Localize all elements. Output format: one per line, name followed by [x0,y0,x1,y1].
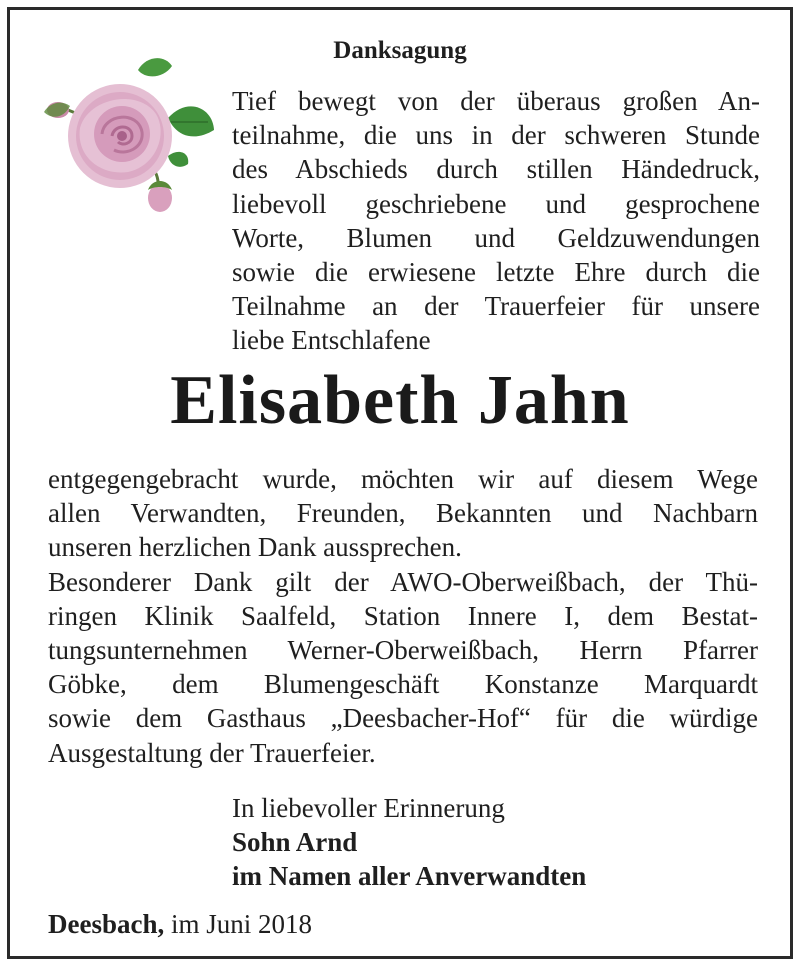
intro-line: sowie die erwiesene letzte Ehre durch die [232,257,760,288]
thanks-line: Göbke, dem Blumengeschäft Konstanze Marquardt [48,669,758,700]
thanks-line: tungsunternehmen Werner-Oberweißbach, Herrn Pfarrer [48,635,758,666]
thanks-line: sowie dem Gasthaus „Deesbacher-Hof“ für die würdige [48,703,758,734]
thanks-line: Besonderer Dank gilt der AWO-Oberweißbach, der Thü- [48,566,758,597]
place-date-line [48,907,312,941]
intro-line: Worte, Blumen und Geldzuwendungen [232,222,760,253]
place-name: Deesbach, [48,909,165,939]
thanks-line: ringen Klinik Saalfeld, Station Innere I, dem Bestat- [48,600,758,631]
notice-frame [7,7,793,959]
rose-icon [28,48,218,223]
deceased-name: Elisabeth Jahn [170,362,630,439]
signatory-son: Sohn Arnd [232,827,358,858]
thanks-line: allen Verwandten, Freunden, Bekannten und Nachbarn [48,498,758,529]
thanks-paragraph [48,462,758,770]
intro-line: teilnahme, die uns in der schweren Stunde [232,120,760,151]
intro-line: liebe Entschlafene [232,325,431,356]
signatory-relatives: im Namen aller Anverwandten [232,861,587,892]
closing-block [232,791,586,894]
thanks-line: entgegengebracht wurde, möchten wir auf diesem Wege [48,464,758,494]
memory-line: In liebevoller Erinnerung [232,793,505,823]
intro-line: Teilnahme an der Trauerfeier für unsere [232,291,760,322]
notice-heading: Danksagung [333,37,467,64]
intro-line: liebevoll geschriebene und gesprochene [232,188,760,219]
date-text: im Juni 2018 [171,909,313,939]
intro-line: des Abschieds durch stillen Händedruck, [232,154,760,185]
thanks-line: Ausgestaltung der Trauerfeier. [48,737,376,768]
intro-paragraph [232,84,760,358]
thanks-line: unseren herzlichen Dank aussprechen. [48,532,462,563]
intro-line: Tief bewegt von der überaus großen An- [232,86,760,116]
